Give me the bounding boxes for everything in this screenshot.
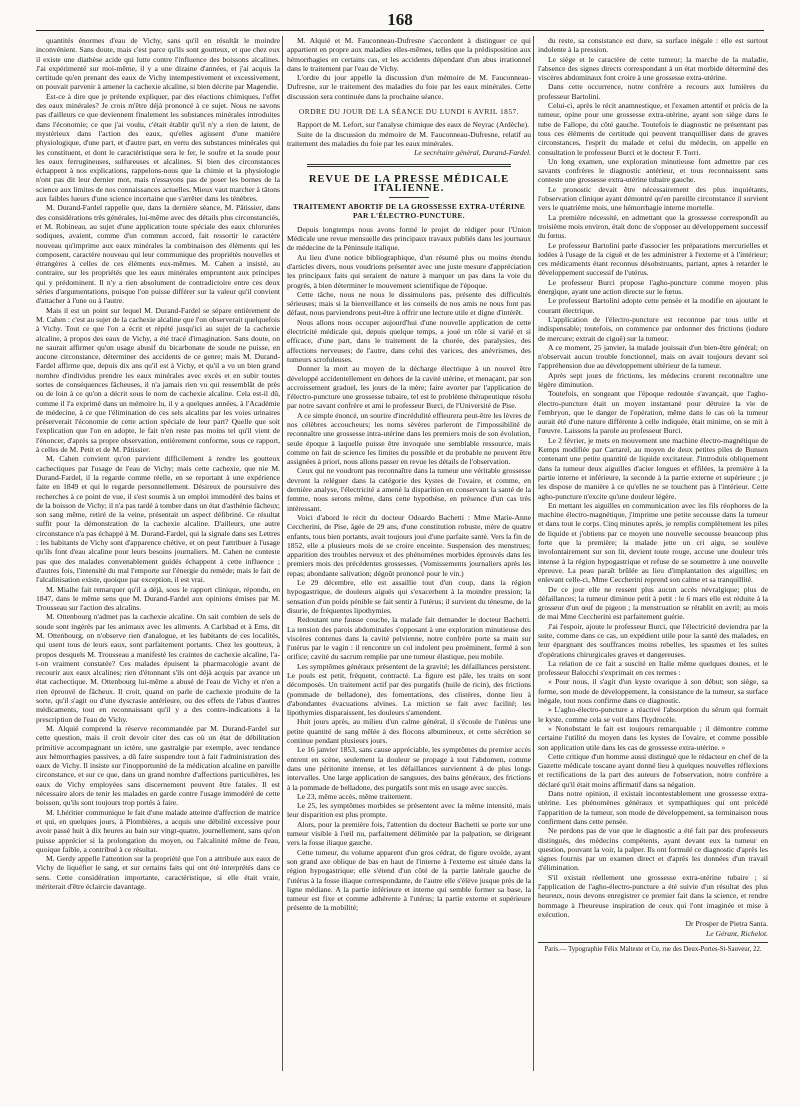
paragraph: M. Gerdy appelle l'attention sur la propriété que l'on a attribuée aux eaux de Vichy de liquéfier le sang, et sur certains faits qui ont été interprétés dans ce sens. Cette considération importante, caractéristique, si elle était vraie, mériterait d'être éclaircie davantage. [36,854,280,892]
paragraph: Nous allons nous occuper aujourd'hui d'une nouvelle application de cette électricité médicale qui, depuis quelque temps, a joué un rôle si varié et si efficace, d'une part, dans le traitement de la chorée, des paralysies, des affections nerveuses; de l'autre, dans celui des varices, des anévrismes, des tumeurs scrofuleuses. [287,317,531,364]
column-divider [282,36,283,1071]
paragraph: Dans notre opinion, il existait incontestablement une grossesse extra-utérine. Les phénomènes généraux et sympathiques qui ont précédé l'apparition de la tumeur, son mode de développement, sa terminaison nous confirment dans cette pensée. [538,789,768,826]
paragraph: Alors, pour la première fois, l'attention du docteur Bachetti se porte sur une tumeur visible à l'œil nu, parfaitement délimitée par la palpation, se dirigeant vers la fosse iliaque gauche. [287,819,531,848]
paragraph: Redoutant une fausse couche, la malade fait demander le docteur Bachetti. La tension des parois abdominales s'opposant à une exploration minutieuse des viscères contenus dans la cavité pelvienne, notre confrère porte sa main sur l'utérus par le vagin : il rencontre un col indolent peu proéminent, fermé à son orifice; cavité du sacrum remplie par une tumeur élastique, peu mobile. [287,615,531,662]
paragraph: Le 29 décembre, elle est assaillie tout d'un coup, dans la région hypogastrique, de douleurs aiguës qui s'exacerbent à la moindre pression; la sensation d'un poids pénible se fait sentir à l'utérus; il survient du ténesme, de la disurie, de fréquentes lipothymies. [287,578,531,615]
paragraph: M. Alquié et M. Fauconneau-Dufresne s'accordent à distinguer ce qui appartient en propre aux maladies elles-mêmes, telles que la prédisposition aux hémorrhagies en certains cas, et les accidents dépendant d'un abus irrationnel dans le traitement par l'eau de Vichy. [287,36,531,73]
page-number: 168 [387,10,413,29]
paragraph: A ce moment, 25 janvier, la malade jouissait d'un bien-être général; on n'observait aucun trouble fonctionnel, mais on avait toujours devant soi l'appréhension due au développement ultérieur de la tumeur. [538,342,768,371]
section-divider [307,164,511,167]
section-title: REVUE DE LA PRESSE MÉDICALE ITALIENNE. [308,173,510,194]
paragraph: Voici d'abord le récit du docteur Odoardo Bachetti : Mme Marie-Anne Ceccherini, de Pise, âgée de 29 ans, d'une constitution robuste, mère de quatre enfants, tous bien portants, avait toujours joui d'une parfaite santé. Vers la fin de 1852, elle a plusieurs mois de se croire enceinte. Suspension des menstrues; apparition des troubles nerveux et des phénomènes morbides éprouvés dans les premiers mois des précédentes grossesses. (Vomissements journaliers après les repas; abondante salivation; dégoût prononcé pour le vin.) [287,512,531,578]
secretary-signature: Le secrétaire général, Durand-Fardel. [414,148,531,158]
paragraph: Cette critique d'un homme aussi distingué que le rédacteur en chef de la Gazette médicale toscane ayant donné lieu à quelques nouvelles réflexions et rectifications de la part des auteurs de l'observation, notre confrère a déclaré qu'il était moins affirmatif dans sa négation. [538,751,768,789]
paragraph: M. Durand-Fardel rappelle que, dans la dernière séance, M. Pâtissier, dans des considérations très générales, lui-même avec des détails plus circonstanciés, et M. Robineau, au sujet d'une application toute spéciale des eaux chlorurées sodiques, avaient, comme d'un commun accord, fait ressortir le caractère nouveau qu'imprime aux eaux minérales la combinaison des éléments qui les composent, caractère nouveau qui leur communique des propriétés nouvelles et étrangères à celles de ces éléments eux-mêmes. M. Cahen a insisté, au contraire, sur les propriétés que les eaux minérales empruntent aux principes qui y prédominent. Il n'y a rien absolument de contradictoire entre ces deux séries d'argumentations, puisque l'on puisse différer sur la valeur qu'il convient d'attacher à l'une ou à l'autre. [36,203,280,306]
column-divider [533,36,534,1071]
paragraph: Dans cette occurrence, notre confrère a recours aux lumières du professeur Bartolini. [538,82,768,101]
paragraph: Le professeur Burci propose l'agho-puncture comme moyen plus énergique, ayant une action directe sur le fœtus. [538,277,768,297]
paragraph: Un long examen, une exploration minutieuse font admettre par ces savants confrères le diagnostic antérieur, et tous reconnaissent sans conteste une grossesse extra-utérine tubaire gauche. [538,156,768,185]
paragraph: » L'agho-électro-puncture a réactivé l'absorption du sérum qui formait le kyste, comme cela se voit dans l'hydrocèle. [538,705,768,724]
paragraph: » Nonobstant le fait est toujours remarquable ; il démontre comme certaine l'utilité du moyen dans les kystes de l'ovaire, et comme possible son application utile dans les cas de grossesse extra-utérine. » [538,723,768,752]
paragraph: Après sept jours de frictions, les médecins crurent reconnaître une légère diminution. [538,370,768,389]
paragraph: M. Ottenbourg n'admet pas la cachexie alcaline. On sait combien de sels de soude sont ingérés par les animaux avec les aliments. A Carlsbad et à Ems, dit M. Ottenbourg, on n'observe rien d'analogue, et les habitants de ces localités, qui usent tous de leurs eaux, sont parfaitement portants. Chez les goutteux, à propos desquels M. Trousseau a manifesté les craintes de cachexie alcaline, l'a-t-on vraiment constatée? Ces malades épuisent la pharmacologie avant de recourir aux eaux alcalines; rien d'étonnant s'ils ont déjà acquis par avance un état cachectique. M. Ottenbourg lui-même a abusé de l'eau de Vichy et n'en a rien éprouvé de fâcheux. Il croit, quand on parle de cachexie produite de la sorte, qu'il s'agit ou d'une dyscrasie antérieure, ou des effets de l'abus d'autres médicaments, tout en reconnaissant qu'il y a des contre-indications à la prescription de l'eau de Vichy. [36,612,280,724]
paragraph: En mettant les aiguilles en communication avec les fils réophores de la machine électro-magnétique, j'imprime une petite secousse dans la tumeur et dans tout le corps. Cinq minutes après, je remplis complètement les piles de liquide et j'obtiens par ce moyen une nouvelle secousse beaucoup plus forte que la première; la malade jette un cri aigu, se soulève involontairement sur son lit, devient toute rouge, accuse une douleur très intense à la région hypogastrique et refuse de se soumettre à une nouvelle épreuve. La peau paraît brûlée au lieu d'implantation des aiguilles; en enlevant celle-ci, Mme Ceccherini reprend son calme et sa tranquillité. [538,500,768,585]
title-rule [389,197,429,198]
paragraph: Depuis longtemps nous avons formé le projet de rédiger pour l'Union Médicale une revue mensuelle des principaux travaux publiés dans les journaux de médecine de la Péninsule italique. [287,224,531,253]
printer-imprint: Paris.— Typographie Félix Malteste et Ce, rue des Deux-Portes-St-Sauveur, 22. [544,945,762,953]
paragraph: Le professeur Bartolini adopte cette pensée et la modifie en ajoutant le courant électrique. [538,296,768,315]
text-column-right [538,36,768,1076]
paragraph: Ceux qui ne voudront pas reconnaître dans la tumeur une véritable grossesse devront la reléguer dans la catégorie des kystes de l'ovaire, et comme, en dernière analyse, l'électricité a amené la disparition en conservant la santé de la femme, nous serons même, dans cette hypothèse, en présence d'un cas très intéressant. [287,466,531,513]
paragraph: Ne perdons pas de vue que le diagnostic a été fait par des professeurs distingués, des médecins compétents, ayant devant eux la tumeur en question, pouvant la voir, la palper. Ils ont formulé ce diagnostic d'après les signes fournis par un examen direct et d'après les données d'un travail d'élimination. [538,826,768,873]
paragraph: La relation de ce fait a suscité en Italie même quelques doutes, et le professeur Balocchi s'exprimait en ces termes : [538,658,768,678]
paragraph: Le 25, les symptômes morbides se présentent avec la même intensité, mais leur disparition est plus prompte. [287,801,531,820]
paragraph: Le pronostic devait être nécessairement des plus inquiétants, l'observation clinique ayant démontré qu'en pareille circonstance il survient vers le quatrième mois, une hémorrhagie interne mortelle. [538,184,768,213]
paragraph: Les symptômes généraux présentent de la gravité; les défaillances persistent. Le pouls est petit, fréquent, contracté. La figure est pâle, les traits en sont décomposés. Un traitement actif par des purgatifs (huile de ricin), des frictions (pommade de belladone), des fomentations, des clistères, donne lieu à d'abondantes évacuations alvines. La miction se fait avec facilité; les lipothymies disparaissent, les douleurs s'amendent. [287,661,531,718]
agenda-heading: ORDRE DU JOUR DE LA SÉANCE DU LUNDI 6 AVRIL 1857. [298,107,520,117]
author-signature: Dr Prosper de Pietra Santa. [685,919,768,929]
paragraph: Celui-ci, après le récit anamnestique, et l'examen attentif et précis de la tumeur, opine pour une grossesse extra-utérine, ayant son siège dans le tube de Fallope, du côté gauche. Toutefois le diagnostic ne présentant pas tous ces éléments de certitude qui peuvent tranquilliser dans de graves circonstances, l'esprit du malade et celui du médecin, on appelle en consultation le professeur Burci et le docteur F. Torri. [538,101,768,157]
paragraph: Cette tumeur, du volume apparent d'un gros cédrat, de figure ovoïde, ayant son grand axe oblique de bas en haut de l'interne à l'externe est située dans la région hypogastrique; elle s'étend d'un côté de la partie latérale gauche de l'utérus à la fosse iliaque correspondante, de l'autre elle s'élève jusque près de la ligne médiane. A la partie inférieure et interne qui semble former sa base, la tumeur est fixe et comme adhérente à l'utérus; la partie externe et supérieure présente de la mobilité; [287,847,531,913]
paragraph: M. Cahen convient qu'on parvient difficilement à rendre les goutteux cachectiques par l'usage de l'eau de Vichy; mais cette cachexie, que nie M. Durand-Fardel, il la regarde comme réelle, en se reportant à une expérience faite en 1849 et qui le regarde personnellement. Désireux de poursuivre des recherches à ce point de vue, il s'est soumis à un emploi immodéré des bains et de la boisson de Vichy; il n'a pas tardé à tomber dans un état d'asthénie fâcheux; son sang même, retiré de la veine, présentait un aspect défibriné. Ce résultat suffit pour la démonstration de la cachexie alcaline. D'ailleurs, une autre circonstance n'a pas échappé à M. Durand-Fardel, qui la signale dans ses Lettres : les habitants de Vichy sont d'apparence chétive, et on peut l'attribuer à l'usage qu'ils font d'eau alcaline pour leurs besoins journaliers. M. Cahen ne conteste pas que des malades convenablement guidés échappent à cette influence ; d'autres fois, l'intensité du mal l'emporte sur l'énergie du remède; mais le fait de l'alcalinisation existe, quoique par exception, il est vrai. [36,454,280,585]
paragraph: La première nécessité, en admettant que la grossesse correspondît au troisième mois environ, était donc de s'opposer au développement successif du fœtus. [538,212,768,241]
paragraph: L'application de l'électro-puncture est reconnue par tous utile et indispensable; toutefois, on commence par ordonner des frictions (iodure de mercure; extrait de ciguë) sur la tumeur. [538,314,768,343]
paragraph: M. Lhéritier communique le fait d'une malade atteinte d'affection de matrice et qui, en quelques jours, à Plombières, a acquis une débilité excessive pour avoir passé huit à dix heures au bain sur vingt-quatre, journellement, sans qu'on puisse apprécier si la prolongation du moyen, ou l'alcalinité même de l'eau, quoique faible, a contribué à ce résultat. [36,807,280,854]
text-column-left [36,36,280,1076]
paragraph: Cette tâche, nous ne nous le dissimulons pas, présente des difficultés sérieuses; mais si la bienveillance et les conseils de nos amis ne nous font pas défaut, nous parviendrons peut-être à offrir une lecture utile et digne d'intérêt. [287,289,531,318]
article-title: TRAITEMENT ABORTIF DE LA GROSSESSE EXTRA-UTÉRINE PAR L'ÉLECTRO-PUNCTURE. [292,202,525,221]
paragraph: Le professeur Bartolini parle d'associer les préparations mercurielles et iodées à l'usage de la ciguë et de les administrer à l'externe et à l'intérieur; ces médicaments étant reconnus désobstruants, partant, aptes à retarder le développement successif de l'utérus. [538,240,768,278]
footer-rule [538,942,768,943]
paragraph: M. Mialhe fait remarquer qu'il a déjà, sous le rapport clinique, répondu, en 1847, dans le même sens que M. Durand-Fardel aux opinions émises par M. Trousseau sur l'action des alcalins. [36,584,280,613]
paragraph: Au lieu d'une notice bibliographique, d'un résumé plus ou moins étendu d'articles divers, nous voudrions présenter avec une juste mesure d'appréciation les principaux faits qui seraient de nature à marquer un pas dans la voie du progrès, à bien déterminer le mouvement scientifique de l'époque. [287,252,531,290]
paragraph: Mais il est un point sur lequel M. Durand-Fardel se sépare entièrement de M. Cahen : c'est au sujet de la cachexie alcaline que l'on observerait quelquefois à Vichy. Tout ce que l'on a écrit et répété jusqu'ici au sujet de la cachexie alcaline, à propos des eaux de Vichy, a été tracé d'imagination. Sans doute, on ne saurait affirmer qu'un usage abusif du bicarbonate de soude ne puisse, en aucune circonstance, déterminer des accidents de ce genre; mais M. Durand-Fardel affirme que, depuis dix ans qu'il est à Vichy, et qu'il a vu un bien grand nombre d'individus prendre les eaux minérales avec excès et en subir toutes sortes de conséquences fâcheuses, il n'a jamais rien vu qui ressemblât de près ou de loin à ce qu'on a décrit sous le nom de cachexie alcaline. Cela est-il dû, comme il l'a exprimé dans un mémoire lu, il y a quelques années, à l'Académie de médecine, à ce que l'élimination de ces sels alcalins par les voies urinaires préserverait l'économie de cette action spéciale de leur part? Quelle que soit l'explication que l'on en adopte, le fait n'en reste pas moins tel qu'il vient de l'énoncer, d'après sa propre observation, entièrement conforme, sous ce rapport, à celles de M. Petit et de M. Pâtissier. [36,305,280,455]
text-column-middle [287,36,531,1076]
header-rule [36,30,764,31]
paragraph: S'il existait réellement une grossesse extra-utérine tubaire ; si l'application de l'agho-électro-puncture a été suivie d'un résultat des plus heureux, nous devons enregistrer ce premier fait dans la science, et rendre hommage à l'heureuse inspiration de ceux qui l'ont imaginée et mise à exécution. [538,872,768,919]
paragraph: Huit jours après, au milieu d'un calme général, il s'écoule de l'utérus une petite quantité de sang mêlée à des flocons albumineux, et cette sécrétion se continue pendant plusieurs jours. [287,717,531,746]
paragraph: A ce simple énoncé, un sourire d'incrédulité effleurera peut-être les lèvres de nos célèbres accoucheurs; les noms sévères parleront de l'impossibilité de reconnaître une grossesse intra-utérine dans les premiers mois de son évolution, seule époque à laquelle puisse être invoquée une semblable ressource, mais comme on fait de science les limites du possible et du probable ne peuvent être assignées à priori, nous allons passer en revue les détails de l'observation. [287,410,531,467]
paragraph: De ce jour elle ne ressent plus aucun accès névralgique; plus de défaillances; la tumeur diminue petit à petit : le 6 mars elle est réduite à la grosseur d'un œuf de pigeon ; la menstruation se rétablit en avril; au mois de mai Mme Ceccherini est parfaitement guérie. [538,584,768,622]
paragraph: du reste, sa consistance est dure, sa surface inégale : elle est surtout indolente à la pression. [538,36,768,55]
manager-signature: Le Gérant, Richelot. [705,928,768,938]
paragraph: Le 16 janvier 1853, sans cause appréciable, les symptômes du premier accès entrent en scène, seulement la douleur se propage à tout l'abdomen, comme dans une péritonite intense, et les défaillances surviennent à de plus longs intervalles. Une large application de sangsues, des bains généraux, des frictions à la pommade de belladone, des purgatifs sont mis en usage avec succès. [287,745,531,792]
paragraph: Rapport de M. Lefort, sur l'analyse chimique des eaux de Neyrac (Ardèche). [297,120,530,130]
paragraph: quantités énormes d'eau de Vichy, sans qu'il en résultât le moindre inconvénient. Sans doute, mais c'est parce qu'ils sont goutteux, et que chez eux il existe une diathèse acide qui lutte contre l'influence des boissons alcalines. J'ai expérimenté sur moi-même, il y a une dizaine d'années, et j'ai acquis la certitude qu'en prenant des eaux de Vichy intempestivement et excessivement, on pouvait parvenir à amener la cachexie alcaline, si bien décrite par Magendie. [36,36,280,92]
paragraph: Donner la mort au moyen de la décharge électrique à un nouvel être développé accidentellement en dehors de la cavité utérine, et menaçant, par son accroissement graduel, les jours de la mère; faire avorter par l'application de l'électro-puncture une grossesse tubaire, tel est le problème thérapeutique résolu par notre savant confrère et ami le professeur Burci, de l'Université de Pise. [287,364,531,411]
paragraph: Le siège et le caractère de cette tumeur; la marche de la maladie, l'absence des signes directs correspondant à un état morbide déterminé des viscères abdominaux font croire à une grossesse extra-utérine. [538,54,768,83]
paragraph: Suite de la discussion du mémoire de M. Fauconneau-Dufresne, relatif au traitement des maladies du foie par les eaux minérales. [287,129,531,148]
paragraph: M. Alquié comprend la réserve recommandée par M. Durand-Fardel sur cette question, mais il croit devoir citer des cas où un état de débilitation primitive accompagnant un ictère, une gastralgie par exemple, avec tendance aux hémorrhagies passives, a dû faire suspendre tout à fait l'administration des eaux de Vichy. Il insiste sur l'inopportunité de la médication alcaline en pareille circonstance, et sur ce que, dans un grand nombre d'affections particulières, les eaux de Vichy employées sans discernement peuvent être fatales. Il est nécessaire alors de tenir les malades en garde contre l'usage immodéré de cette boisson, qu'ils sont toujours trop portés à faire. [36,723,280,808]
paragraph: « Pour nous, il s'agit d'un kyste ovarique à son début; son siège, sa forme, son mode de développement, la consistance de la tumeur, sa surface inégale, tout nous confirme dans ce diagnostic. [538,677,768,706]
paragraph: Toutefois, en songeant que l'époque redoutée s'avançait, que l'agho-électro-puncture était un moyen instantané pour détruire la vie de l'embryon, que le danger de l'opération, même dans le cas où la tumeur aurait été d'une nature différente à celle indiquée, était minime, on se mit à l'œuvre. Laissons la parole au professeur Burci. [538,389,768,436]
paragraph: Est-ce à dire que je prétende expliquer, par des réactions chimiques, l'effet des eaux minérales? Je crois m'être déjà prononcé à ce sujet. Nous ne savons pas d'ailleurs ce que deviennent finalement les substances minérales introduites dans l'économie; ce que j'ai voulu, c'était établir qu'il n'y a rien de latent, de mystérieux dans l'action des eaux, qu'elles agissent d'une manière physiologique, d'une part, et d'autre part, en vertu des substances minérales qui les constituent, et dont le caractéristique sera le fer, le soufre et la soude pour les eaux ferrugineuses, sulfureuses et alcalines. Si bien des circonstances échappent à nos explications, rappelons-nous que la chimie et la physiologie n'ont pas dit leur dernier mot, mais n'essayons pas de poser les bornes de la science aux limites de nos connaissances actuelles. Mieux vaut marcher à tâtons aux faibles lueurs d'une science incertaine que s'arrêter dans les ténèbres. [36,91,280,204]
paragraph: L'ordre du jour appelle la discussion d'un mémoire de M. Fauconneau-Dufresne, sur le traitement des maladies du foie par les eaux minérales. Cette discussion sera continuée dans la prochaine séance. [287,73,531,101]
paragraph: J'ai l'espoir, ajoute le professeur Burci, que l'électricité deviendra par la suite, comme dans ce cas, un expédient utile pour la santé des malades, en leur épargnant des souffrances moins rebelles, les spasmes et les suites d'opérations chirurgicales graves et dangereuses. [538,621,768,659]
paragraph: Le 2 février, je mets en mouvement une machine électro-magnétique de Kemps modifiée par Carrarel, au moyen de deux petites piles de Bunsen contenant une petite quantité de liquide excitateur. J'introduis obliquement dans la tumeur deux aiguilles d'acier longues et effilées, la première à la partie interne et inférieure, la seconde à la partie externe et supérieure ; je les dispose de manière à ce qu'elles ne se touchent pas à l'intérieur. Cette agho-puncture n'excite qu'une douleur légère. [538,435,768,501]
paragraph: Le 23, même accès, même traitement. [297,791,413,801]
